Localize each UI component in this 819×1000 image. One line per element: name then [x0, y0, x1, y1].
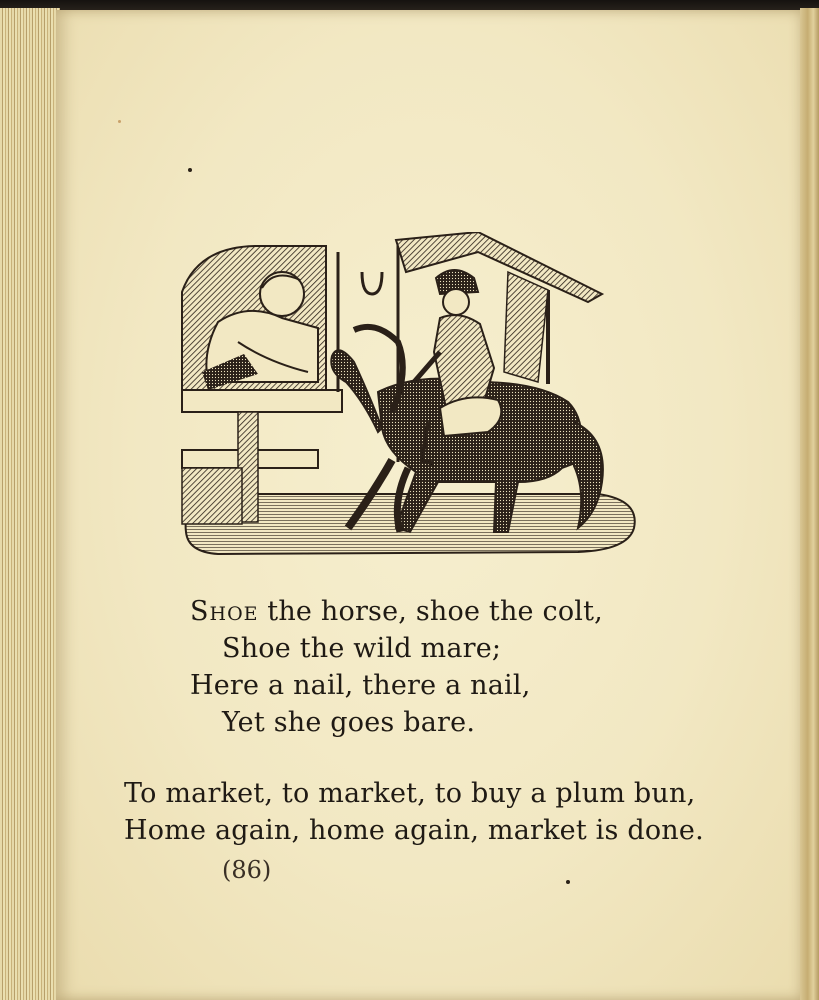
- ink-speck: [566, 880, 570, 884]
- page-number: (86): [222, 856, 272, 884]
- rhyme-two-line-1: To market, to market, to buy a plum bun,: [124, 778, 696, 809]
- stain-speck: [118, 120, 121, 123]
- rhyme-two-line-2: Home again, home again, market is done.: [124, 815, 704, 846]
- page-stack-edge: [0, 8, 60, 1000]
- rhyme-one-line-1-rest: the horse, shoe the colt,: [258, 596, 603, 627]
- woodcut-illustration: [178, 232, 638, 562]
- page-right-edge: [800, 8, 819, 1000]
- ink-speck: [188, 168, 192, 172]
- rhyme-one-line-2: Shoe the wild mare;: [222, 633, 502, 664]
- rhyme-one-lead-word: Shoe: [190, 596, 259, 627]
- rhyme-one-line-4: Yet she goes bare.: [222, 707, 476, 738]
- rhyme-one-line-3: Here a nail, there a nail,: [190, 670, 531, 701]
- rhyme-one-line-1: [190, 596, 603, 628]
